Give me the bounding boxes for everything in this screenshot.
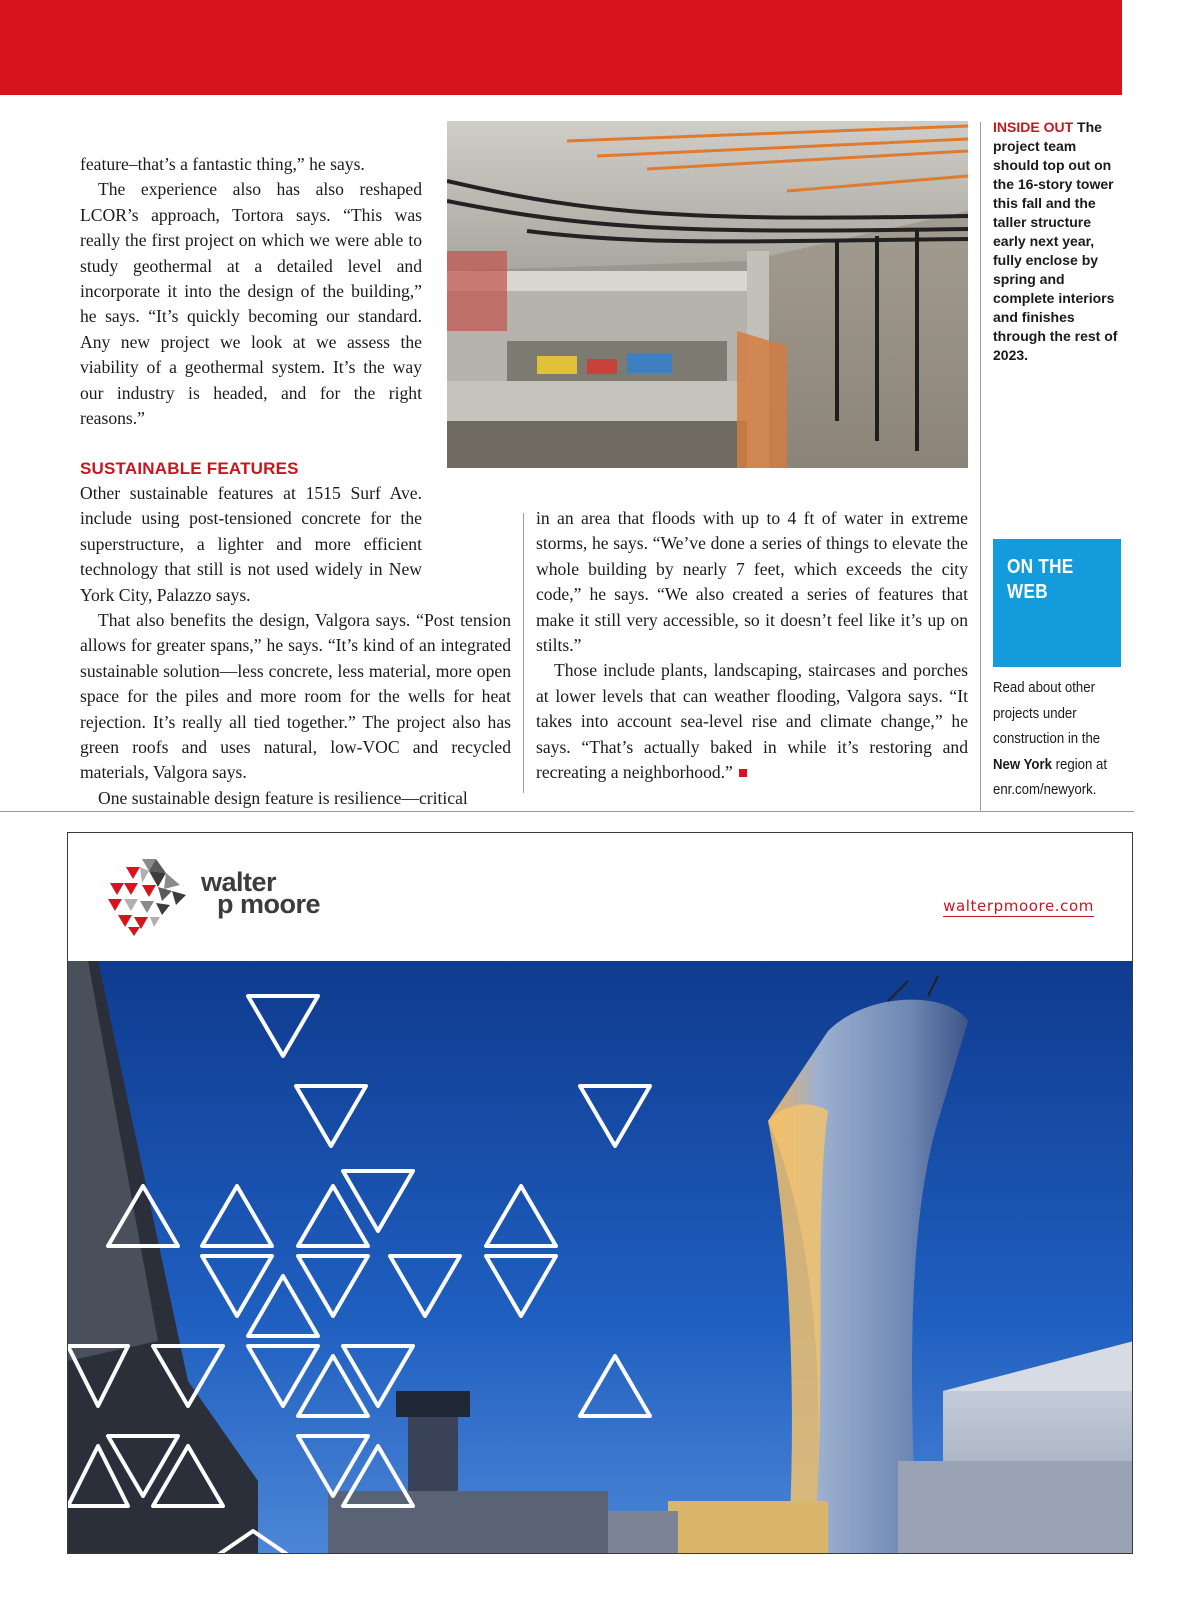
article-column-2 <box>80 481 511 811</box>
article-column-1 <box>80 152 422 431</box>
paragraph: feature–that’s a fantastic thing,” he says. <box>80 154 365 174</box>
on-the-web-text <box>993 675 1116 803</box>
on-the-web-title: ON THE WEB <box>1007 556 1074 603</box>
header-band <box>0 0 1122 95</box>
photo-caption <box>993 118 1125 365</box>
caption-lead: INSIDE OUT <box>993 119 1074 135</box>
web-text-bold: New York <box>993 755 1052 773</box>
page-divider <box>0 811 1134 812</box>
sidebar-divider <box>980 122 981 812</box>
paragraph <box>80 481 511 608</box>
article-column-3 <box>536 506 968 785</box>
brand-line-2: p moore <box>217 889 321 919</box>
web-text-before: Read about other projects under construction in the <box>993 679 1101 747</box>
construction-photo <box>447 121 968 468</box>
paragraph: That also benefits the design, Valgora says. “Post tension allows for greater spans,” he says. “It’s kind of an integrated sustainable solution—less concrete, less material, more open space for the piles and more room for the wells for heat rejection. It’s really all tied together.” The project also has green roofs and uses natural, low-VOC and recycled materials, Valgora says. <box>80 610 511 783</box>
paragraph-text: Other sustainable features at 1515 Surf Ave. include using post-tensioned concrete for the superstructure, a lighter and more efficient technology that still is not used widely in New York City, Palazzo says. <box>80 483 422 605</box>
web-text-after[interactable]: region at enr.com/newyork. <box>993 755 1107 798</box>
advertisement[interactable] <box>67 832 1133 1554</box>
section-heading: SUSTAINABLE FEATURES <box>80 459 299 478</box>
on-the-web-box <box>993 539 1121 667</box>
paragraph: in an area that floods with up to 4 ft of water in extreme storms, he says. “We’ve done a series of things to elevate the whole building by nearly 7 feet, which exceeds the city code,” he says. “We also created a series of features that make it still very accessible, so it doesn’t feel like it’s up on stilts.” <box>536 508 968 656</box>
ad-header <box>68 833 1132 961</box>
paragraph-text: Those include plants, landscaping, staircases and porches at lower levels that can weather flooding, Valgora says. “It takes into account sea-level rise and climate change,” he says. “That’s actually baked in while it’s restoring and recreating a neighborhood.” <box>536 660 968 783</box>
column-divider <box>523 513 524 793</box>
paragraph: One sustainable design feature is resilience—critical <box>98 787 468 808</box>
caption-text: The project team should top out on the 16-story tower this fall and the taller structure early next year, fully enclose by spring and complete interiors and finishes through the rest of 2023. <box>993 119 1118 363</box>
section-heading-wrap <box>80 456 422 481</box>
airport-tower-image <box>68 961 1133 1554</box>
paragraph <box>536 658 968 785</box>
ad-url-link[interactable]: walterpmoore.com <box>943 897 1094 915</box>
brand-line-1: walter <box>201 867 277 897</box>
construction-interior-image <box>447 121 968 468</box>
ad-brand-name <box>201 867 321 919</box>
walter-p-moore-logo-icon <box>104 857 194 937</box>
end-mark-icon <box>739 769 747 777</box>
paragraph: The experience also has also reshaped LCOR’s approach, Tortora says. “This was really the first project on which we were able to study geothermal at a detailed level and incorporate it into the design of the building,” he says. “It’s quickly becoming our standard. Any new project we look at we assess the viability of a geothermal system. It’s the way our industry is headed, and for the right reasons.” <box>80 179 422 429</box>
